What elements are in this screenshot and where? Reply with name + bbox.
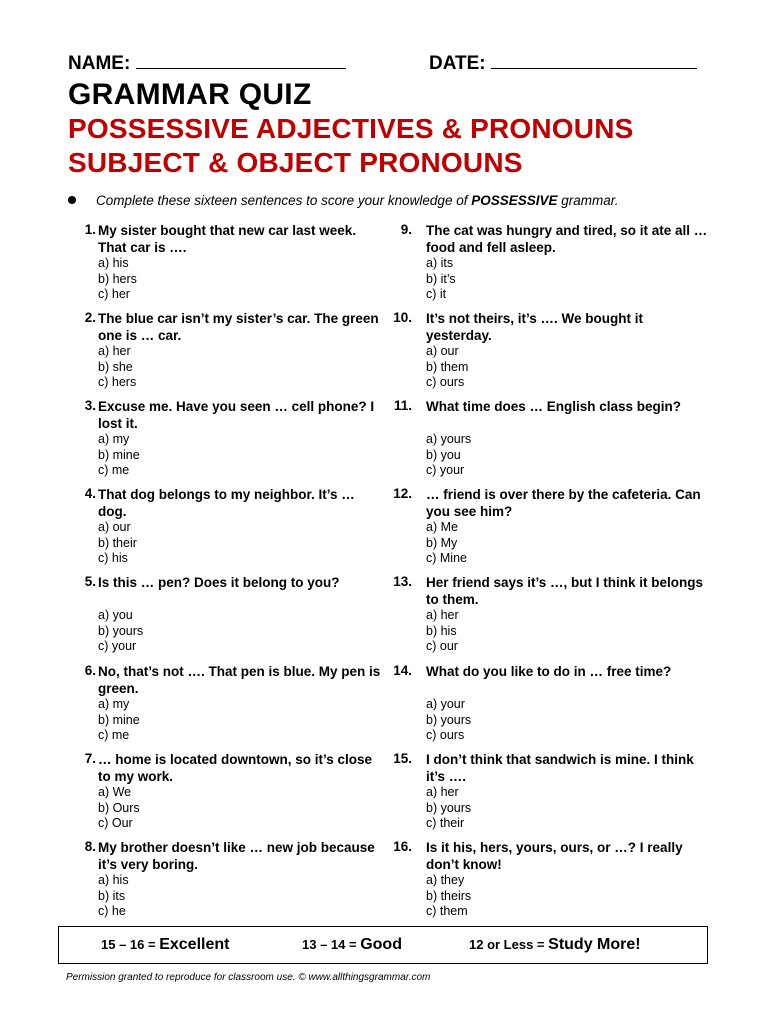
answer-options <box>98 785 140 832</box>
answer-options <box>426 785 471 832</box>
answer-option[interactable]: b) them <box>426 359 469 374</box>
answer-option[interactable]: a) my <box>98 432 130 446</box>
answer-option[interactable]: c) me <box>98 728 130 742</box>
question-stem: It’s not theirs, it’s …. We bought it yesterday. <box>426 311 643 343</box>
answer-option[interactable]: a) her <box>426 608 459 622</box>
subtitle-possessive: POSSESSIVE ADJECTIVES & PRONOUNS <box>68 113 634 144</box>
question-number: 4. <box>84 486 96 501</box>
answer-options <box>98 697 140 744</box>
question-stem: That dog belongs to my neighbor. It’s … dog. <box>98 487 355 519</box>
answer-options <box>426 344 468 391</box>
answer-options <box>98 608 143 655</box>
answer-option[interactable]: b) theirs <box>426 888 472 903</box>
question-stem: What time does … English class begin? <box>426 399 682 414</box>
question-stem: The blue car isn’t my sister’s car. The green one is … car. <box>98 311 379 343</box>
question-stem: What do you like to do in … free time? <box>426 664 672 679</box>
score-study-more: 12 or Less = Study More! <box>469 936 641 953</box>
answer-option[interactable]: a) its <box>426 256 454 270</box>
permission-footer: Permission granted to reproduce for classroom use. © www.allthingsgrammar.com <box>66 972 431 983</box>
question-stem: … home is located downtown, so it’s close to my work. <box>98 752 373 784</box>
answer-option[interactable]: c) his <box>98 551 128 565</box>
name-blank-line[interactable] <box>136 52 346 69</box>
answer-option[interactable]: a) my <box>98 697 130 711</box>
instructions: Complete these sixteen sentences to score your knowledge of POSSESSIVE grammar. <box>68 193 619 208</box>
subtitle-pronouns: SUBJECT & OBJECT PRONOUNS <box>68 147 523 178</box>
question-stem: Is it his, hers, yours, ours, or …? I really don’t know! <box>426 840 683 872</box>
answer-option[interactable]: c) ours <box>426 728 465 742</box>
question-stem: Excuse me. Have you seen … cell phone? I lost it. <box>98 399 375 431</box>
answer-option[interactable]: c) your <box>98 639 137 653</box>
answer-option[interactable]: b) she <box>98 359 133 374</box>
answer-option[interactable]: c) he <box>98 904 126 918</box>
answer-option[interactable]: c) their <box>426 816 465 830</box>
answer-options <box>426 697 471 744</box>
question-stem: … friend is over there by the cafeteria. Can you see him? <box>426 487 701 519</box>
question-number: 1. <box>84 222 96 237</box>
question-stem: My sister bought that new car last week. That car is …. <box>98 223 357 255</box>
answer-options <box>98 873 129 920</box>
answer-option[interactable]: c) me <box>98 463 130 477</box>
answer-option[interactable]: b) yours <box>98 623 144 638</box>
question-number: 8. <box>84 839 96 854</box>
score-excellent: 15 – 16 = Excellent <box>101 936 230 953</box>
question-stem: No, that’s not …. That pen is blue. My pen is green. <box>98 664 381 696</box>
answer-option[interactable]: b) yours <box>426 712 472 727</box>
answer-option[interactable]: c) hers <box>98 375 137 389</box>
question-number: 6. <box>84 663 96 678</box>
answer-option[interactable]: c) our <box>426 639 458 653</box>
answer-option[interactable]: a) you <box>98 608 133 622</box>
answer-option[interactable]: b) hers <box>98 271 137 286</box>
question-stem: The cat was hungry and tired, so it ate all … food and fell asleep. <box>426 223 708 255</box>
page-title: GRAMMAR QUIZ <box>68 78 312 111</box>
answer-options <box>426 608 459 655</box>
answer-options <box>98 520 137 567</box>
answer-option[interactable]: c) Our <box>98 816 133 830</box>
answer-option[interactable]: b) yours <box>426 800 472 815</box>
answer-option[interactable]: b) My <box>426 535 458 550</box>
answer-option[interactable]: a) our <box>98 520 131 534</box>
question-number: 10. <box>393 310 412 325</box>
answer-option[interactable]: a) We <box>98 785 132 799</box>
answer-option[interactable]: b) Ours <box>98 800 140 815</box>
question-number: 2. <box>84 310 96 325</box>
answer-option[interactable]: a) her <box>98 344 131 358</box>
answer-options <box>426 873 471 920</box>
answer-option[interactable]: b) you <box>426 447 461 462</box>
question-number: 7. <box>84 751 96 766</box>
answer-options <box>98 432 140 479</box>
answer-option[interactable]: b) its <box>98 888 126 903</box>
answer-options <box>426 520 467 567</box>
answer-option[interactable]: a) our <box>426 344 459 358</box>
date-label: DATE: <box>429 53 486 74</box>
bullet-icon <box>68 196 76 204</box>
answer-option[interactable]: b) mine <box>98 712 140 727</box>
answer-option[interactable]: b) it’s <box>426 271 456 286</box>
question-number: 15. <box>393 751 412 766</box>
question-number: 11. <box>393 398 412 413</box>
date-field <box>429 52 697 75</box>
answer-option[interactable]: c) it <box>426 287 447 301</box>
answer-option[interactable]: a) they <box>426 873 465 887</box>
date-blank-line[interactable] <box>491 52 697 69</box>
question-number: 13. <box>393 574 412 589</box>
answer-option[interactable]: c) ours <box>426 375 465 389</box>
answer-option[interactable]: a) her <box>426 785 459 799</box>
question-number: 5. <box>84 574 96 589</box>
answer-option[interactable]: c) Mine <box>426 551 467 565</box>
question-stem: I don’t think that sandwich is mine. I think it’s …. <box>426 752 694 784</box>
question-number: 9. <box>400 222 412 237</box>
answer-option[interactable]: c) her <box>98 287 130 301</box>
question-number: 14. <box>393 663 412 678</box>
question-number: 16. <box>393 839 412 854</box>
answer-option[interactable]: c) them <box>426 904 468 918</box>
score-good: 13 – 14 = Good <box>302 936 402 953</box>
answer-option[interactable]: a) Me <box>426 520 458 534</box>
question-stem: Her friend says it’s …, but I think it belongs to them. <box>426 575 704 607</box>
answer-options <box>426 256 456 303</box>
answer-options <box>98 256 137 303</box>
header-row <box>68 52 708 78</box>
answer-option[interactable]: a) yours <box>426 432 472 446</box>
answer-option[interactable]: a) your <box>426 697 465 711</box>
answer-option[interactable]: c) your <box>426 463 465 477</box>
score-box <box>58 926 708 964</box>
answer-options <box>426 432 471 479</box>
answer-option[interactable]: b) mine <box>98 447 140 462</box>
name-field <box>68 52 346 75</box>
question-stem: Is this … pen? Does it belong to you? <box>98 575 340 590</box>
question-number: 3. <box>84 398 96 413</box>
name-label: NAME: <box>68 53 131 74</box>
answer-options <box>98 344 136 391</box>
answer-option[interactable]: a) his <box>98 873 129 887</box>
question-number: 12. <box>393 486 412 501</box>
answer-option[interactable]: b) his <box>426 623 457 638</box>
answer-option[interactable]: a) his <box>98 256 129 270</box>
answer-option[interactable]: b) their <box>98 535 137 550</box>
question-stem: My brother doesn’t like … new job because it’s very boring. <box>98 840 375 872</box>
